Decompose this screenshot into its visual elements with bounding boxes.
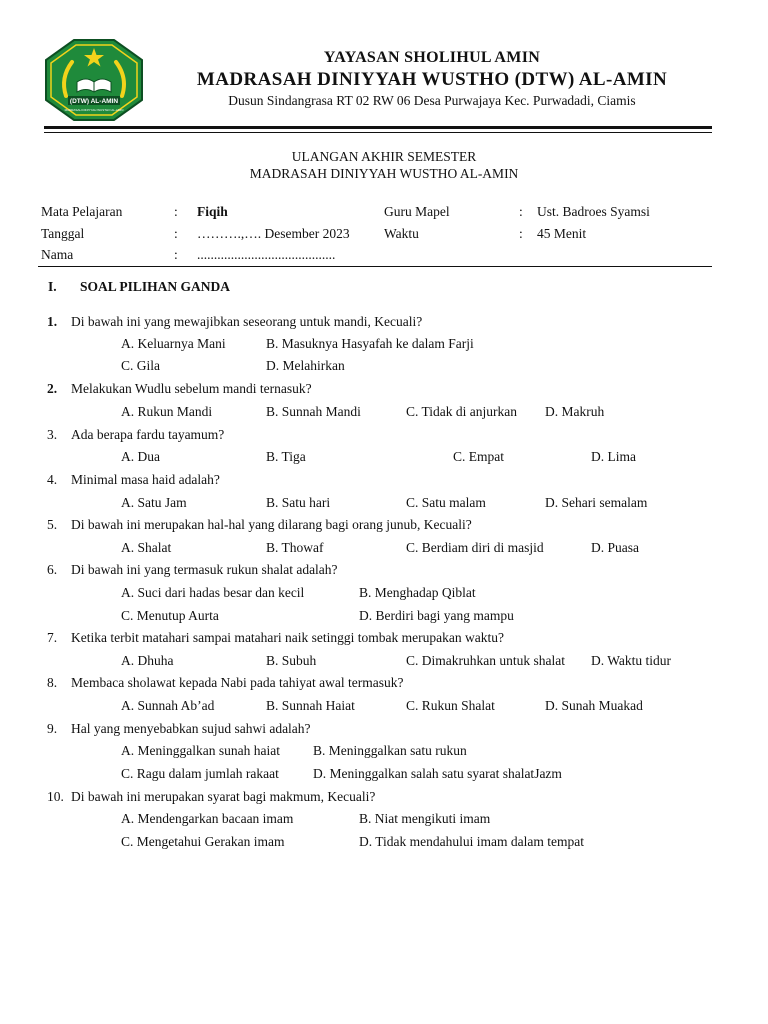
option-b: B. Meninggalkan satu rukun [313, 743, 467, 758]
question-text: Ada berapa fardu tayamum? [71, 427, 225, 442]
question-text: Di bawah ini merupakan hal-hal yang dilarang bagi orang junub, Kecuali? [71, 517, 472, 532]
teacher-colon: : [519, 204, 523, 219]
question-number: 8. [47, 675, 58, 690]
header-divider-thick [44, 126, 712, 129]
option-b: B. Niat mengikuti imam [359, 811, 491, 826]
madrasah-logo-emblem [44, 38, 144, 122]
teacher-label: Guru Mapel [384, 204, 450, 219]
teacher-value: Ust. Badroes Syamsi [537, 204, 650, 219]
option-a: A. Satu Jam [121, 495, 187, 510]
option-b: B. Thowaf [266, 540, 324, 555]
option-d: D. Sehari semalam [545, 495, 648, 510]
question-number: 5. [47, 517, 58, 532]
option-a: A. Dua [121, 449, 160, 464]
option-d: D. Sunah Muakad [545, 698, 643, 713]
question-number: 2. [47, 381, 58, 396]
question-text: Di bawah ini yang termasuk rukun shalat adalah? [71, 562, 338, 577]
subject-colon: : [174, 204, 178, 219]
option-d: D. Lima [591, 449, 636, 464]
option-c: C. Satu malam [406, 495, 486, 510]
option-c: C. Empat [453, 449, 504, 464]
option-a: A. Rukun Mandi [121, 404, 213, 419]
date-label: Tanggal [41, 226, 85, 241]
option-c: C. Menutup Aurta [121, 608, 219, 623]
option-c: C. Ragu dalam jumlah rakaat [121, 766, 279, 781]
option-c: C. Dimakruhkan untuk shalat [406, 653, 565, 668]
question-text: Minimal masa haid adalah? [71, 472, 220, 487]
header-divider-thin [44, 132, 712, 133]
question-number: 7. [47, 630, 58, 645]
option-b: B. Menghadap Qiblat [359, 585, 476, 600]
school-name: MADRASAH DINIYYAH WUSTHO (DTW) AL-AMIN [196, 69, 668, 90]
option-a: A. Keluarnya Mani [121, 336, 226, 351]
exam-school: MADRASAH DINIYYAH WUSTHO AL-AMIN [249, 166, 519, 181]
question-text: Ketika terbit matahari sampai matahari naik setinggi tombak merupakan waktu? [71, 630, 504, 645]
option-a: A. Dhuha [121, 653, 174, 668]
question-text: Di bawah ini yang mewajibkan seseorang untuk mandi, Kecuali? [71, 314, 423, 329]
option-b: B. Masuknya Hasyafah ke dalam Farji [266, 336, 474, 351]
school-address: Dusun Sindangrasa RT 02 RW 06 Desa Purwajaya Kec. Purwadadi, Ciamis [228, 93, 636, 108]
option-c: C. Berdiam diri di masjid [406, 540, 544, 555]
info-divider [38, 266, 712, 267]
option-b: B. Sunnah Haiat [266, 698, 355, 713]
option-a: A. Mendengarkan bacaan imam [121, 811, 294, 826]
option-c: C. Rukun Shalat [406, 698, 495, 713]
time-label: Waktu [384, 226, 419, 241]
logo-banner-text: (DTW) AL-AMIN [69, 98, 119, 105]
option-c: C. Mengetahui Gerakan imam [121, 834, 285, 849]
question-number: 10. [47, 789, 64, 804]
subject-label: Mata Pelajaran [41, 204, 123, 219]
option-d: D. Makruh [545, 404, 605, 419]
name-label: Nama [41, 247, 74, 262]
option-b: B. Subuh [266, 653, 317, 668]
exam-title: ULANGAN AKHIR SEMESTER [291, 149, 477, 164]
option-b: B. Sunnah Mandi [266, 404, 361, 419]
option-a: A. Shalat [121, 540, 172, 555]
option-d: D. Meninggalkan salah satu syarat shalatJazm [313, 766, 562, 781]
name-value: ......................................... [197, 247, 336, 262]
organization-name: YAYASAN SHOLIHUL AMIN [323, 49, 541, 66]
question-number: 9. [47, 721, 58, 736]
question-number: 4. [47, 472, 58, 487]
question-text: Di bawah ini merupakan syarat bagi makmum, Kecuali? [71, 789, 376, 804]
option-c: C. Gila [121, 358, 160, 373]
time-value: 45 Menit [537, 226, 587, 241]
question-text: Melakukan Wudlu sebelum mandi ternasuk? [71, 381, 312, 396]
section-title: SOAL PILIHAN GANDA [80, 279, 231, 294]
option-d: D. Waktu tidur [591, 653, 672, 668]
question-number: 3. [47, 427, 58, 442]
option-b: B. Tiga [266, 449, 306, 464]
option-a: A. Meninggalkan sunah haiat [121, 743, 280, 758]
question-text: Hal yang menyebabkan sujud sahwi adalah? [71, 721, 311, 736]
date-value: ……….,…. Desember 2023 [197, 226, 350, 241]
option-d: D. Tidak mendahului imam dalam tempat [359, 834, 584, 849]
option-d: D. Berdiri bagi yang mampu [359, 608, 514, 623]
option-b: B. Satu hari [266, 495, 331, 510]
subject-value: Fiqih [197, 204, 228, 219]
time-colon: : [519, 226, 523, 241]
option-c: C. Tidak di anjurkan [406, 404, 518, 419]
option-a: A. Sunnah Ab’ad [121, 698, 215, 713]
option-d: D. Puasa [591, 540, 639, 555]
question-number: 6. [47, 562, 58, 577]
section-number: I. [48, 279, 57, 294]
date-colon: : [174, 226, 178, 241]
name-colon: : [174, 247, 178, 262]
option-a: A. Suci dari hadas besar dan kecil [121, 585, 305, 600]
question-text: Membaca sholawat kepada Nabi pada tahiyat awal termasuk? [71, 675, 404, 690]
option-d: D. Melahirkan [266, 358, 345, 373]
question-number: 1. [47, 314, 58, 329]
logo-sub-text: MADRASAH DINIYYAH WUSTHO AL-AMIN [64, 108, 124, 112]
